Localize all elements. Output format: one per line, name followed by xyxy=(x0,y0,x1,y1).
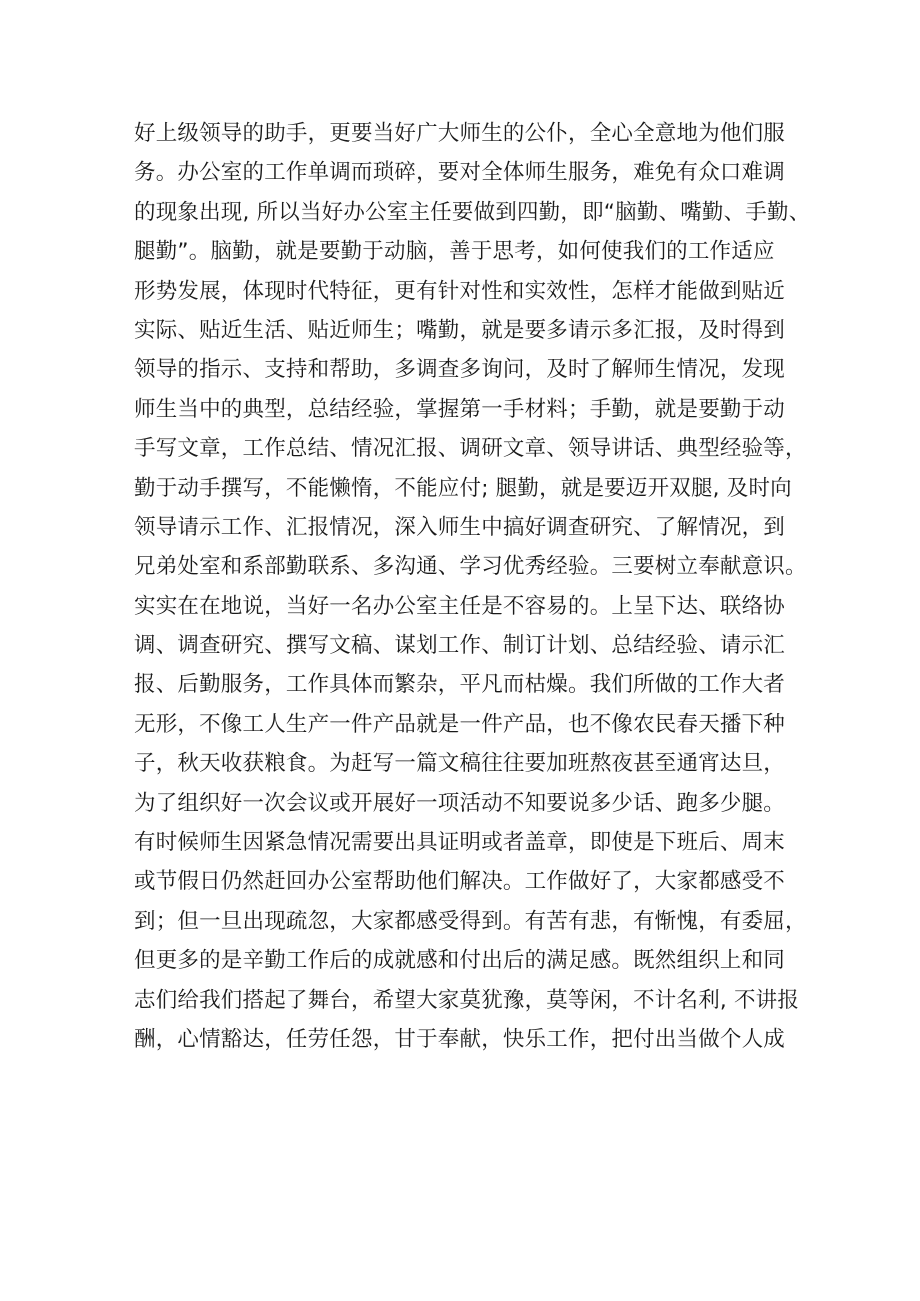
text-line: 到；但一旦出现疏忽，大家都感受得到。有苦有悲，有惭愧，有委屈， xyxy=(134,908,807,934)
text-line: 领导请示工作、汇报情况，深入师生中搞好调查研究、了解情况，到 xyxy=(134,514,786,540)
text-line: 的现象出现, 所以当好办公室主任要做到四勤，即“脑勤、嘴勤、手勤、 xyxy=(134,199,811,225)
text-line: 好上级领导的助手，更要当好广大师生的公仆，全心全意地为他们服 xyxy=(134,121,786,146)
text-line: 为了组织好一次会议或开展好一项活动不知要说多少话、跑多少腿。 xyxy=(134,790,786,816)
text-line: 有时候师生因紧急情况需要出具证明或者盖章，即使是下班后、周末 xyxy=(134,830,786,856)
text-line: 实际、贴近生活、贴近师生；嘴勤，就是要多请示多汇报，及时得到 xyxy=(134,317,786,343)
text-line: 手写文章，工作总结、情况汇报、调研文章、领导讲话、典型经验等， xyxy=(134,436,807,462)
text-line: 勤于动手撰写，不能懒惰，不能应付; 腿勤，就是要迈开双腿, 及时向 xyxy=(134,475,792,501)
text-line: 无形，不像工人生产一件产品就是一件产品，也不像农民春天播下种 xyxy=(134,711,786,737)
text-line: 务。办公室的工作单调而琐碎，要对全体师生服务，难免有众口难调 xyxy=(134,160,786,186)
text-line: 实实在在地说，当好一名办公室主任是不容易的。上呈下达、联络协 xyxy=(134,593,786,619)
text-line: 酬，心情豁达，任劳任怨，甘于奉献，快乐工作，把付出当做个人成 xyxy=(134,1026,786,1052)
text-line: 或节假日仍然赶回办公室帮助他们解决。工作做好了，大家都感受不 xyxy=(134,869,786,895)
text-line: 调、调查研究、撰写文稿、谋划工作、制订计划、总结经验、请示汇 xyxy=(134,633,786,659)
text-line: 形势发展，体现时代特征，更有针对性和实效性，怎样才能做到贴近 xyxy=(134,278,786,304)
text-line: 子，秋天收获粮食。为赶写一篇文稿往往要加班熬夜甚至通宵达旦， xyxy=(134,751,786,777)
body-paragraph xyxy=(134,114,834,1059)
text-line: 腿勤”。脑勤，就是要勤于动脑，善于思考，如何使我们的工作适应 xyxy=(134,239,775,265)
text-line: 师生当中的典型，总结经验，掌握第一手材料；手勤，就是要勤于动 xyxy=(134,396,786,422)
text-line: 兄弟处室和系部勤联系、多沟通、学习优秀经验。三要树立奉献意识。 xyxy=(134,554,807,580)
text-line: 报、后勤服务，工作具体而繁杂，平凡而枯燥。我们所做的工作大者 xyxy=(134,672,786,698)
text-line: 但更多的是辛勤工作后的成就感和付出后的满足感。既然组织上和同 xyxy=(134,948,786,974)
text-line: 领导的指示、支持和帮助，多调查多询问，及时了解师生情况，发现 xyxy=(134,357,786,383)
text-line: 志们给我们搭起了舞台，希望大家莫犹豫，莫等闲，不计名利, 不讲报 xyxy=(134,987,800,1013)
